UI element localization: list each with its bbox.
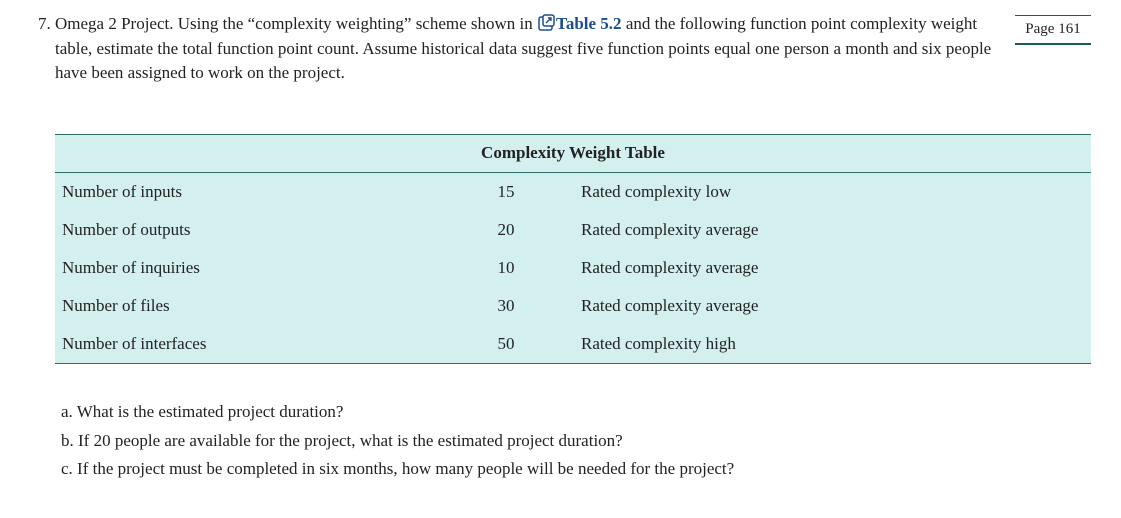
table-row (55, 325, 1091, 363)
complexity-weight-table (55, 134, 1091, 364)
row-rating: Rated complexity high (581, 334, 736, 353)
row-rating: Rated complexity average (581, 220, 759, 239)
table-title (55, 135, 1091, 173)
external-link-icon[interactable] (538, 14, 555, 31)
row-label: Number of outputs (62, 220, 191, 239)
table-row (55, 173, 1091, 211)
table-row (55, 211, 1091, 249)
question-text (38, 12, 1013, 86)
page-marker: Page 161 (1015, 15, 1091, 45)
row-weight: 30 (497, 296, 515, 315)
subquestion-b: b. If 20 people are available for the project, what is the estimated project duration? (61, 431, 623, 450)
row-label: Number of interfaces (62, 334, 207, 353)
table-row (55, 249, 1091, 287)
row-rating: Rated complexity low (581, 182, 732, 201)
row-weight: 10 (497, 258, 515, 277)
table-row (55, 287, 1091, 325)
question-number: 7. (38, 14, 51, 33)
row-weight: 20 (497, 220, 515, 239)
subquestion-c: c. If the project must be completed in six months, how many people will be needed for the project? (61, 459, 735, 478)
row-label: Number of files (62, 296, 170, 315)
subquestion-a: a. What is the estimated project duration? (61, 402, 344, 421)
question-7 (38, 12, 1013, 86)
question-text-before-link: Omega 2 Project. Using the “complexity weighting” scheme shown in (55, 14, 533, 33)
table-5-2-link[interactable]: Table 5.2 (556, 14, 622, 33)
question-text-after-link: and the following function point complexity weight table, estimate the total function point count. Assume historical data suggest five function points equal one person a month and six people have been assigned to work on the project. (55, 14, 992, 82)
row-weight: 50 (497, 334, 515, 353)
row-rating: Rated complexity average (581, 258, 759, 277)
table-title-text: Complexity Weight Table (481, 143, 665, 162)
row-rating: Rated complexity average (581, 296, 759, 315)
row-label: Number of inputs (62, 182, 182, 201)
row-weight: 15 (497, 182, 515, 201)
row-label: Number of inquiries (62, 258, 200, 277)
